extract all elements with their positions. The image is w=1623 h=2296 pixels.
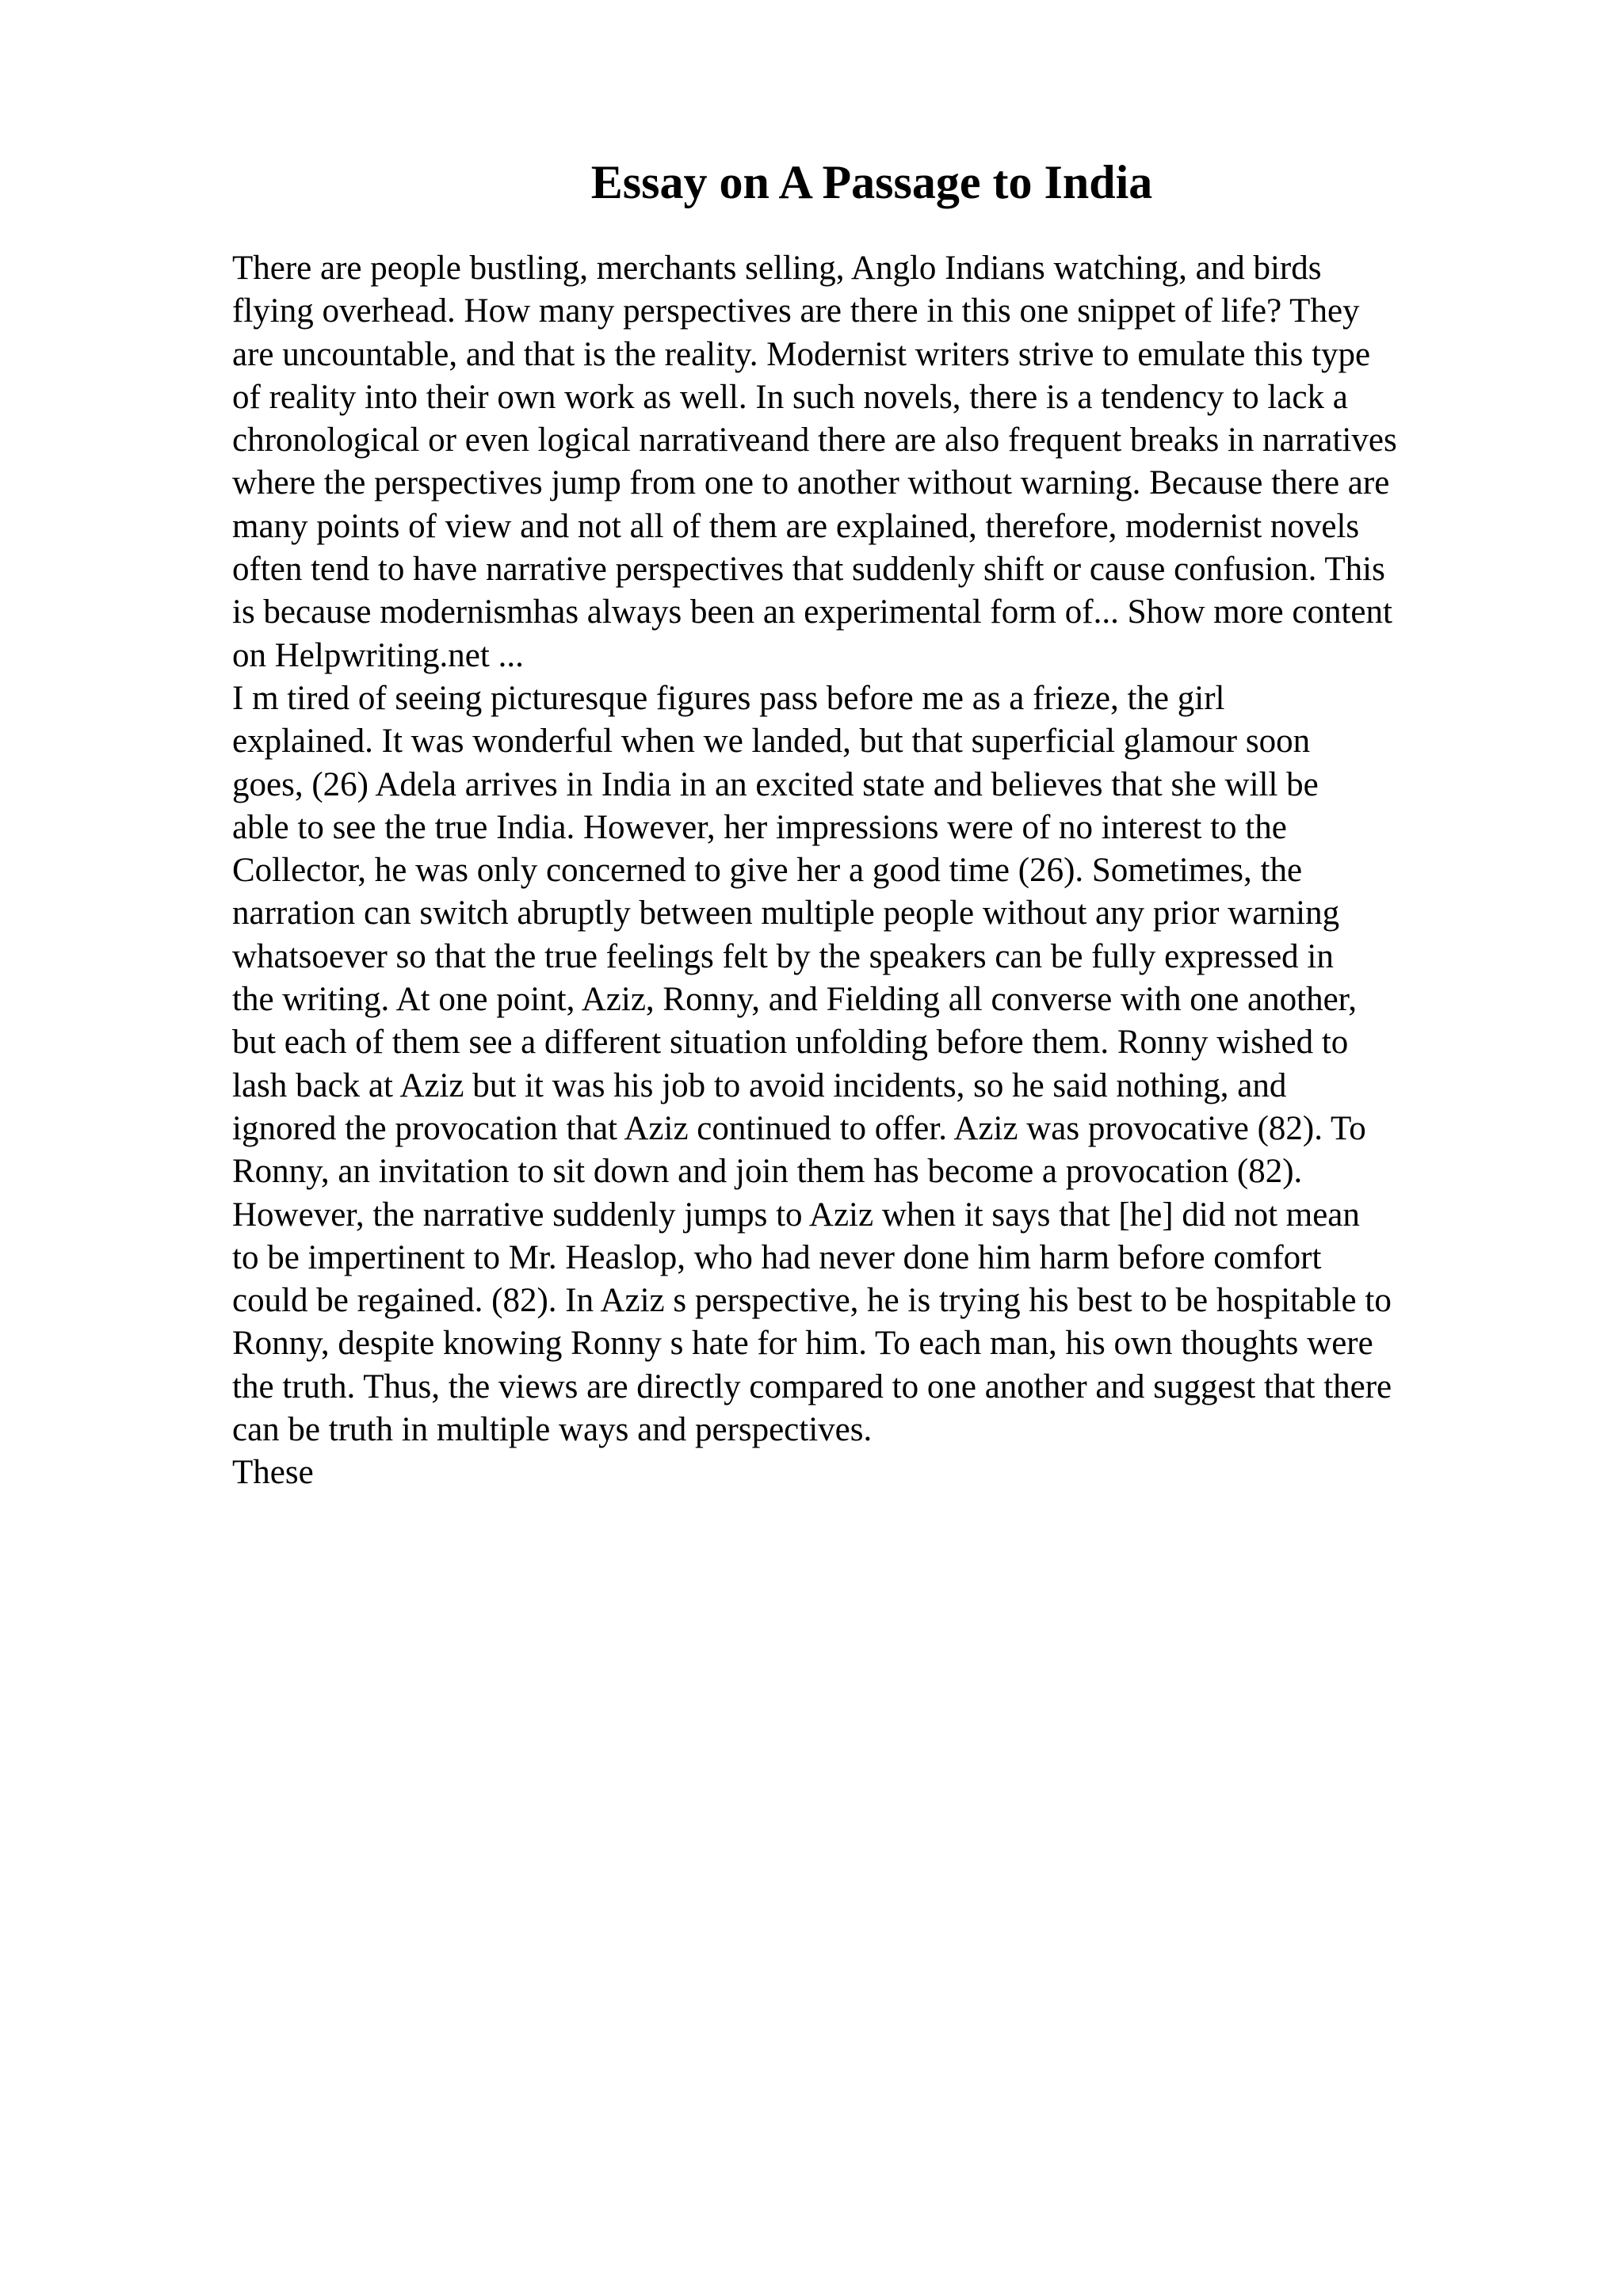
text-line: where the perspectives jump from one to another without warning. Because there are	[232, 464, 1390, 502]
text-line: many points of view and not all of them are explained, therefore, modernist novels	[232, 507, 1360, 545]
text-line: could be regained. (82). In Aziz s perspective, he is trying his best to be hospitable to	[232, 1282, 1392, 1320]
text-line: is because modernismhas always been an experimental form of... Show more content	[232, 593, 1392, 631]
text-line: ignored the provocation that Aziz continued to offer. Aziz was provocative (82). To	[232, 1109, 1366, 1147]
text-line: flying overhead. How many perspectives are there in this one snippet of life? They	[232, 292, 1360, 330]
text-line: chronological or even logical narrativeand there are also frequent breaks in narratives	[232, 421, 1397, 460]
text-line: on Helpwriting.net ...	[232, 636, 524, 674]
text-line: the writing. At one point, Aziz, Ronny, and Fielding all converse with one another,	[232, 981, 1357, 1019]
text-line: There are people bustling, merchants selling, Anglo Indians watching, and birds	[232, 250, 1322, 287]
text-line: Collector, he was only concerned to give her a good time (26). Sometimes, the	[232, 852, 1303, 890]
text-line: Ronny, despite knowing Ronny s hate for him. To each man, his own thoughts were	[232, 1325, 1373, 1363]
text-line: able to see the true India. However, her impressions were of no interest to the	[232, 808, 1287, 846]
text-line: narration can switch abruptly between multiple people without any prior warning	[232, 894, 1340, 933]
text-line: the truth. Thus, the views are directly compared to one another and suggest that there	[232, 1367, 1392, 1405]
text-line: goes, (26) Adela arrives in India in an excited state and believes that she will be	[232, 765, 1319, 803]
text-line: lash back at Aziz but it was his job to avoid incidents, so he said nothing, and	[232, 1066, 1287, 1104]
text-line: can be truth in multiple ways and perspectives.	[232, 1411, 873, 1449]
document-body	[232, 247, 1532, 1495]
text-line: to be impertinent to Mr. Heaslop, who had never done him harm before comfort	[232, 1238, 1322, 1276]
text-line: whatsoever so that the true feelings felt by the speakers can be fully expressed in	[232, 937, 1334, 975]
text-line: However, the narrative suddenly jumps to Aziz when it says that [he] did not mean	[232, 1196, 1360, 1234]
document-title: Essay on A Passage to India	[590, 156, 1153, 208]
text-line: of reality into their own work as well. In such novels, there is a tendency to lack a	[232, 378, 1348, 416]
text-line: These	[232, 1454, 314, 1492]
text-line: often tend to have narrative perspectives that suddenly shift or cause confusion. This	[232, 551, 1385, 589]
text-line: explained. It was wonderful when we landed, but that superficial glamour soon	[232, 723, 1311, 761]
text-line: I m tired of seeing picturesque figures pass before me as a frieze, the girl	[232, 679, 1225, 717]
text-line: are uncountable, and that is the reality. Modernist writers strive to emulate this type	[232, 335, 1371, 373]
text-line: Ronny, an invitation to sit down and join them has become a provocation (82).	[232, 1153, 1303, 1191]
text-line: but each of them see a different situation unfolding before them. Ronny wished to	[232, 1024, 1349, 1062]
